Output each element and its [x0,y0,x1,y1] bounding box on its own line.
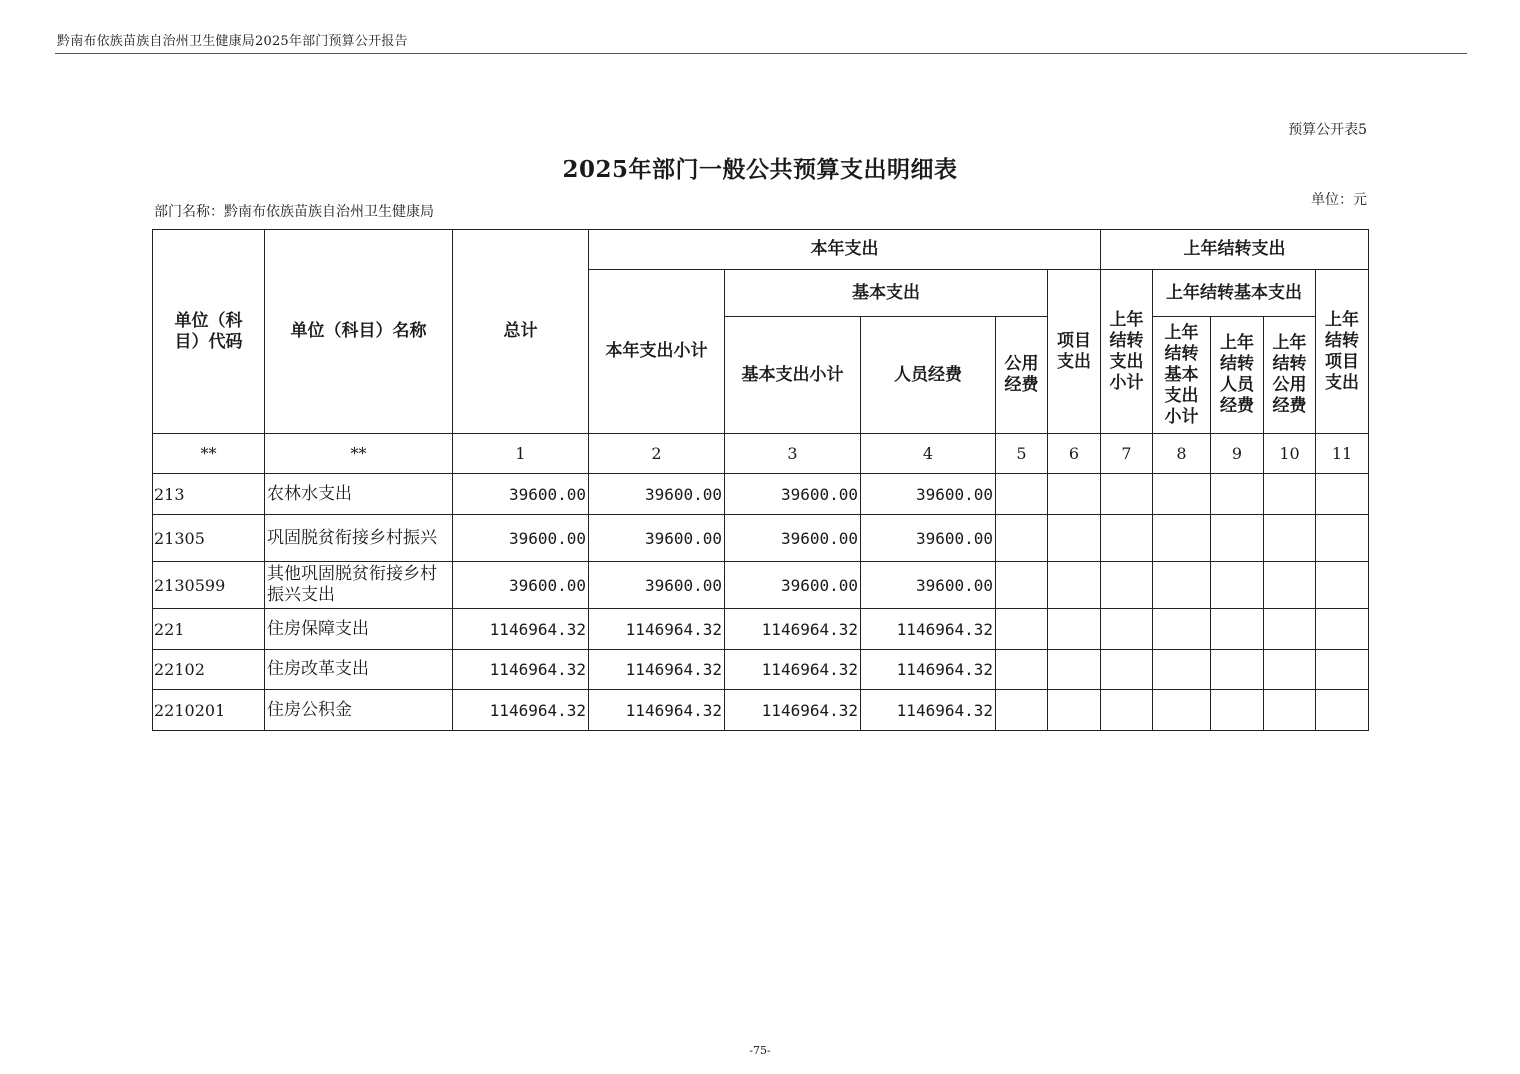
row-code: 21305 [153,515,265,562]
row-total: 39600.00 [453,474,589,515]
page-number: -75- [749,1044,771,1057]
running-header: 黔南布依族苗族自治州卫生健康局2025年部门预算公开报告 [57,34,408,49]
empty-cell [1211,609,1264,650]
empty-cell [1101,474,1153,515]
empty-cell [1101,515,1153,562]
header-carryover-project: 上年结转项目支出 [1316,270,1369,434]
table-row [153,690,1369,731]
row-name: 住房公积金 [265,690,453,731]
row-personnel: 1146964.32 [861,650,996,690]
empty-cell [996,474,1048,515]
index-cell: 3 [725,434,861,474]
table-row [153,562,1369,609]
table-number: 预算公开表5 [1288,122,1367,138]
empty-cell [1316,474,1369,515]
table-row [153,609,1369,650]
empty-cell [1153,474,1211,515]
row-current-subtotal: 39600.00 [589,474,725,515]
row-code: 221 [153,609,265,650]
empty-cell [1101,609,1153,650]
index-cell: 8 [1153,434,1211,474]
header-name: 单位（科目）名称 [265,230,453,434]
row-name: 住房保障支出 [265,609,453,650]
index-cell: 7 [1101,434,1153,474]
row-total: 39600.00 [453,515,589,562]
row-total: 1146964.32 [453,609,589,650]
column-index-row [153,434,1369,474]
empty-cell [1264,562,1316,609]
row-personnel: 39600.00 [861,474,996,515]
empty-cell [1211,515,1264,562]
row-name: 其他巩固脱贫衔接乡村振兴支出 [265,562,453,609]
row-name: 巩固脱贫衔接乡村振兴 [265,515,453,562]
index-cell: 1 [453,434,589,474]
row-code: 213 [153,474,265,515]
table-row [153,515,1369,562]
index-cell: 6 [1048,434,1101,474]
row-basic-subtotal: 1146964.32 [725,690,861,731]
index-cell: 11 [1316,434,1369,474]
empty-cell [1316,609,1369,650]
empty-cell [1211,690,1264,731]
row-personnel: 39600.00 [861,515,996,562]
empty-cell [1153,690,1211,731]
row-current-subtotal: 1146964.32 [589,690,725,731]
row-personnel: 39600.00 [861,562,996,609]
header-personnel: 人员经费 [861,317,996,434]
row-basic-subtotal: 1146964.32 [725,609,861,650]
empty-cell [1101,690,1153,731]
empty-cell [996,562,1048,609]
empty-cell [1316,690,1369,731]
budget-table [152,229,1369,731]
table-row [153,474,1369,515]
row-current-subtotal: 1146964.32 [589,650,725,690]
header-public: 公用经费 [996,317,1048,434]
empty-cell [1153,515,1211,562]
header-basic-subtotal: 基本支出小计 [725,317,861,434]
index-cell: 10 [1264,434,1316,474]
index-cell: ** [265,434,453,474]
row-total: 1146964.32 [453,650,589,690]
row-basic-subtotal: 39600.00 [725,515,861,562]
empty-cell [1048,650,1101,690]
row-code: 22102 [153,650,265,690]
header-carryover-subtotal: 上年结转支出小计 [1101,270,1153,434]
header-code: 单位（科目）代码 [153,230,265,434]
empty-cell [1048,474,1101,515]
header-project: 项目支出 [1048,270,1101,434]
empty-cell [1153,562,1211,609]
header-current-year: 本年支出 [589,230,1101,270]
row-name: 农林水支出 [265,474,453,515]
header-basic: 基本支出 [725,270,1048,317]
index-cell: 9 [1211,434,1264,474]
header-carryover: 上年结转支出 [1101,230,1369,270]
row-code: 2210201 [153,690,265,731]
department-label: 部门名称：黔南布依族苗族自治州卫生健康局 [154,204,434,220]
empty-cell [1048,609,1101,650]
empty-cell [1264,609,1316,650]
empty-cell [996,690,1048,731]
row-basic-subtotal: 39600.00 [725,562,861,609]
header-carryover-basic: 上年结转基本支出 [1153,270,1316,317]
empty-cell [1316,562,1369,609]
empty-cell [996,609,1048,650]
empty-cell [1211,474,1264,515]
empty-cell [1101,650,1153,690]
empty-cell [1048,562,1101,609]
page-title: 2025年部门一般公共预算支出明细表 [562,156,958,183]
empty-cell [996,650,1048,690]
row-basic-subtotal: 1146964.32 [725,650,861,690]
empty-cell [1264,474,1316,515]
index-cell: 5 [996,434,1048,474]
index-cell: 2 [589,434,725,474]
header-current-subtotal: 本年支出小计 [589,270,725,434]
unit-label: 单位：元 [1311,192,1367,208]
row-current-subtotal: 39600.00 [589,515,725,562]
header-carryover-basic-subtotal: 上年结转基本支出小计 [1153,317,1211,434]
row-basic-subtotal: 39600.00 [725,474,861,515]
empty-cell [1316,515,1369,562]
empty-cell [1048,515,1101,562]
header-rule [55,53,1467,54]
empty-cell [996,515,1048,562]
index-cell: 4 [861,434,996,474]
empty-cell [1153,650,1211,690]
empty-cell [1264,690,1316,731]
empty-cell [1048,690,1101,731]
table-row [153,650,1369,690]
row-total: 39600.00 [453,562,589,609]
row-name: 住房改革支出 [265,650,453,690]
header-carryover-public: 上年结转公用经费 [1264,317,1316,434]
header-carryover-personnel: 上年结转人员经费 [1211,317,1264,434]
row-personnel: 1146964.32 [861,609,996,650]
empty-cell [1211,650,1264,690]
row-total: 1146964.32 [453,690,589,731]
empty-cell [1153,609,1211,650]
row-current-subtotal: 1146964.32 [589,609,725,650]
empty-cell [1264,515,1316,562]
empty-cell [1101,562,1153,609]
empty-cell [1211,562,1264,609]
empty-cell [1264,650,1316,690]
row-personnel: 1146964.32 [861,690,996,731]
row-current-subtotal: 39600.00 [589,562,725,609]
header-total: 总计 [453,230,589,434]
index-cell: ** [153,434,265,474]
empty-cell [1316,650,1369,690]
row-code: 2130599 [153,562,265,609]
